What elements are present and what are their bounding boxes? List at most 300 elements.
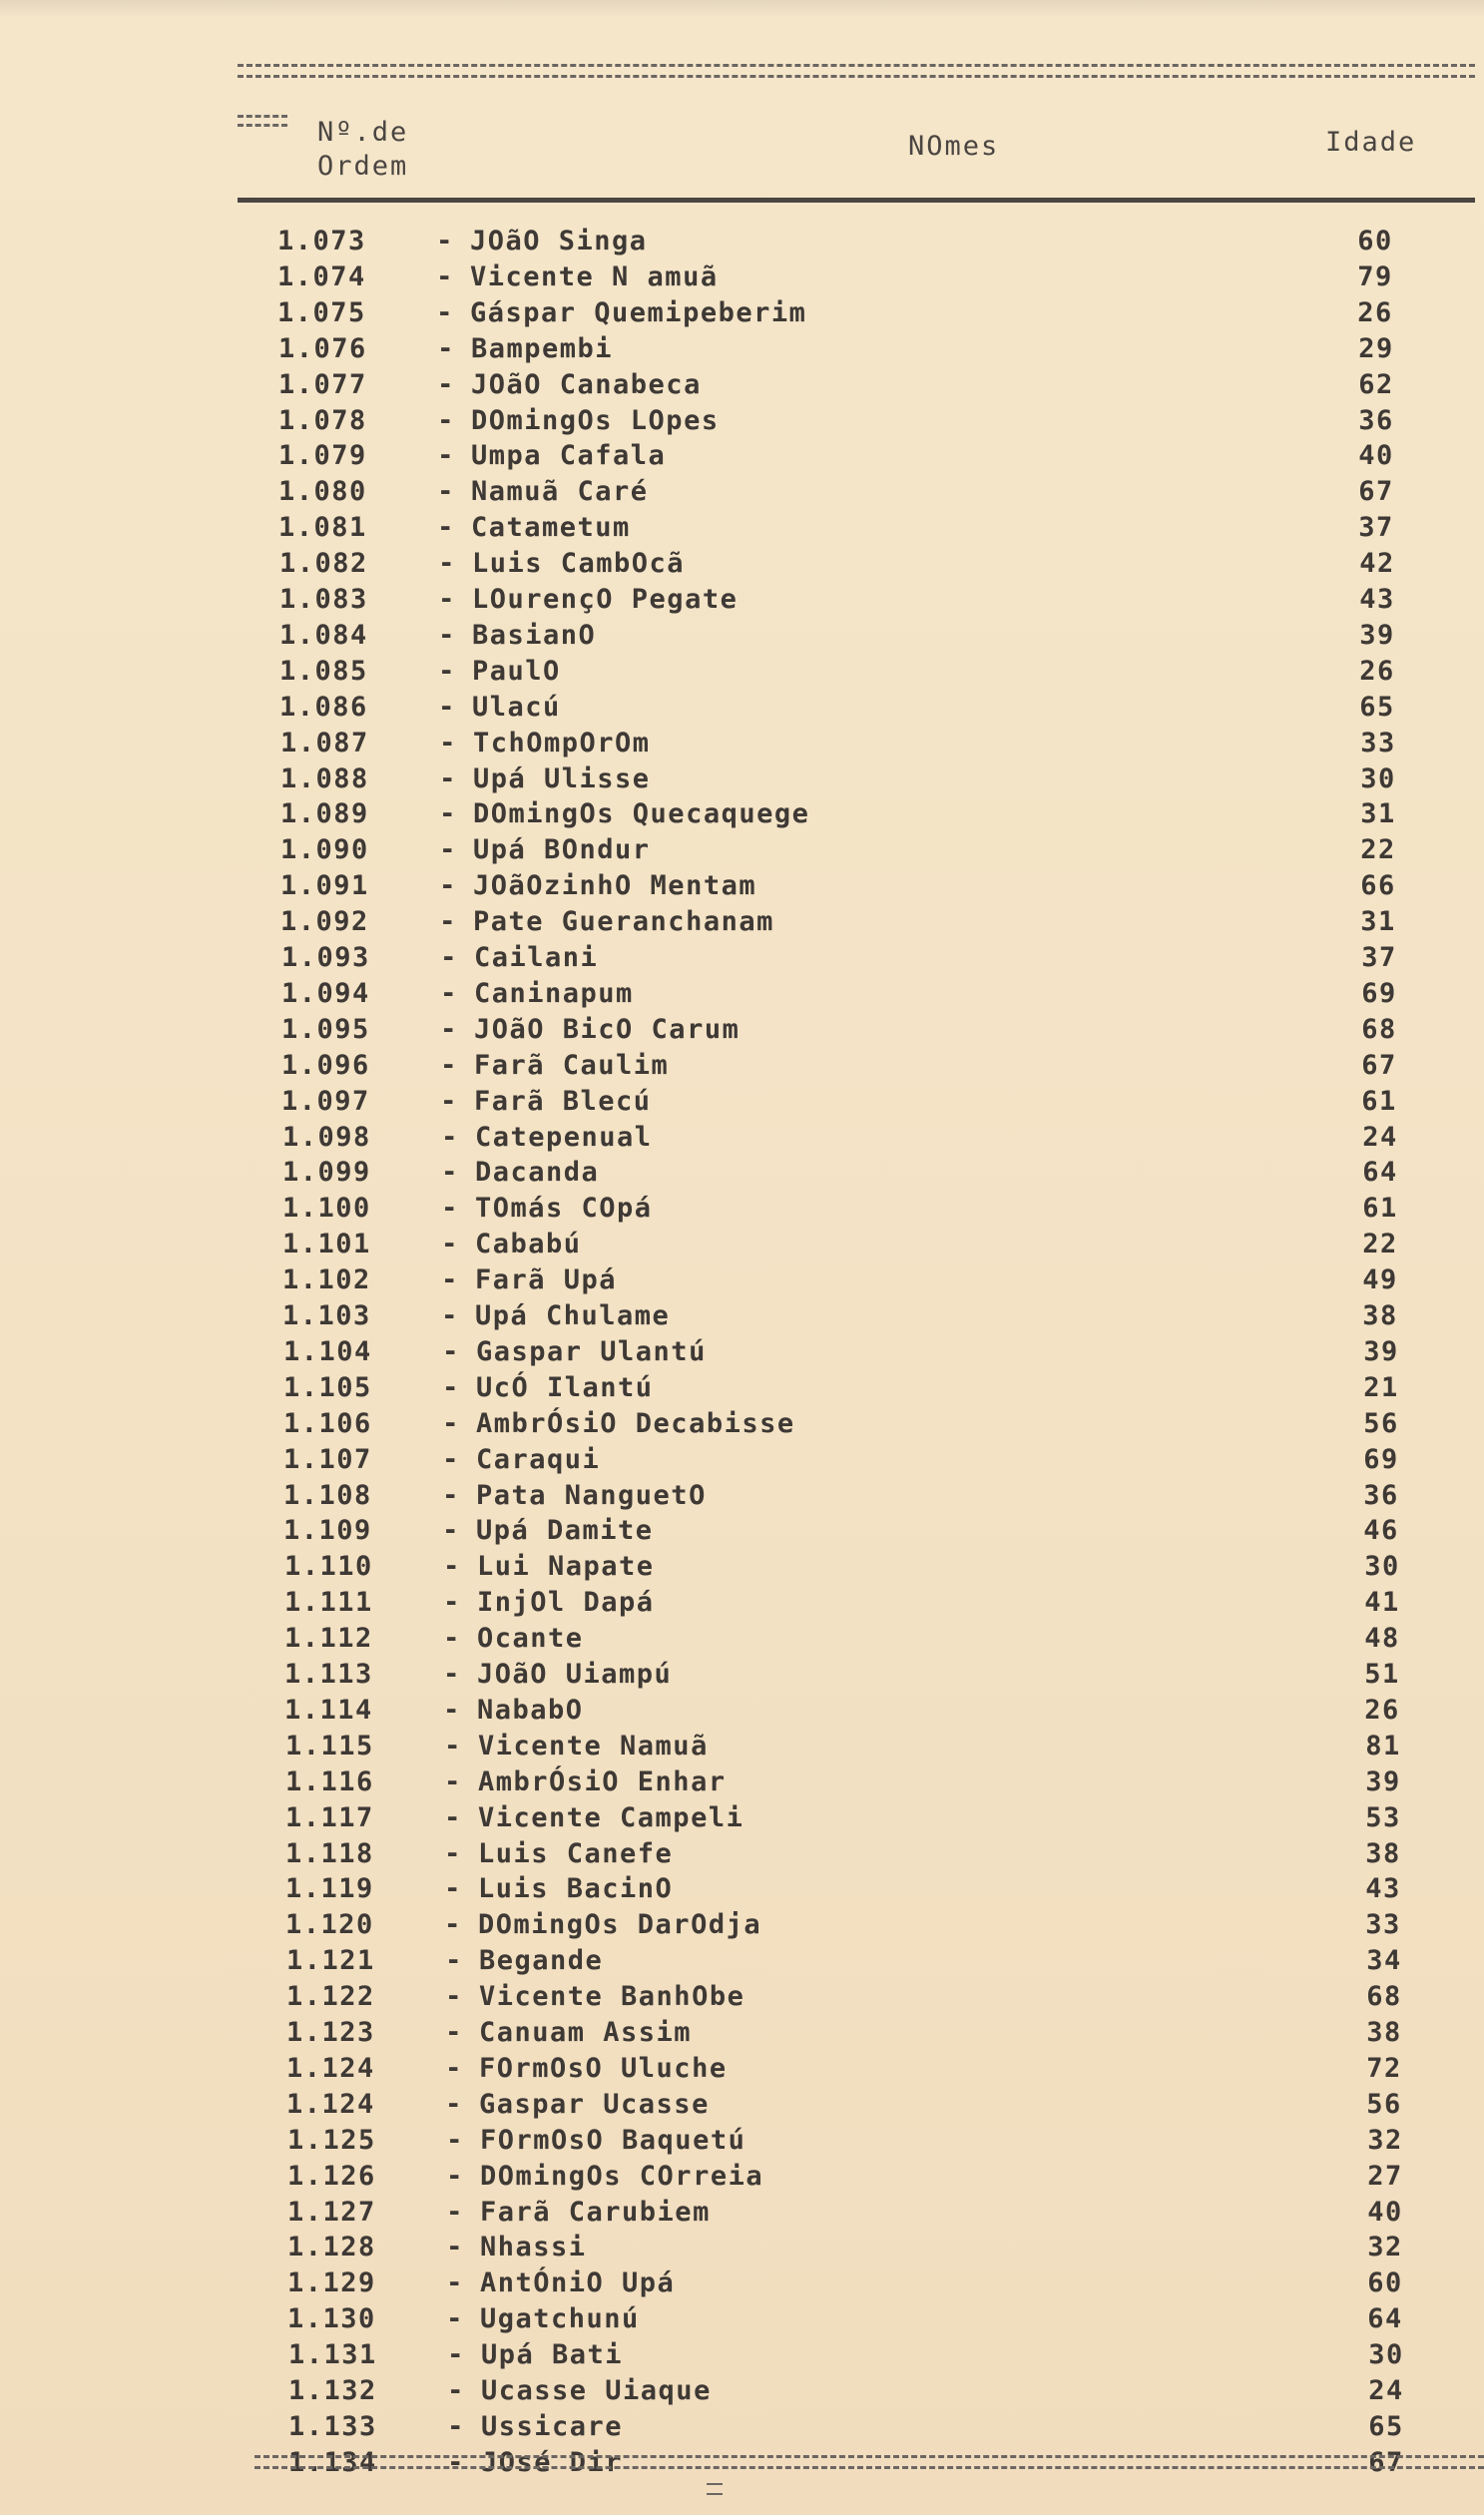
person-name: Upá Chulame — [475, 1300, 671, 1331]
separator-dash: - — [441, 1264, 459, 1295]
order-number: 1.096 — [281, 1050, 370, 1081]
person-age: 24 — [1362, 1122, 1398, 1153]
person-age: 27 — [1367, 2161, 1403, 2192]
person-name: Caninapum — [474, 978, 634, 1009]
table-row — [282, 1120, 1450, 1155]
order-number: 1.074 — [277, 261, 366, 292]
separator-dash: - — [436, 261, 454, 292]
person-name: TOmás COpá — [475, 1193, 653, 1224]
person-name: JOãO Canabeca — [471, 369, 702, 400]
person-age: 67 — [1361, 1050, 1397, 1081]
order-number: 1.084 — [279, 620, 368, 651]
separator-dash: - — [442, 1444, 460, 1475]
table-row — [287, 2301, 1455, 2336]
separator-dash: - — [437, 369, 455, 400]
table-row — [285, 1907, 1453, 1942]
person-name: DOmingOs COrreia — [480, 2161, 764, 2192]
table-row — [280, 832, 1448, 867]
table-row — [277, 259, 1445, 294]
table-row — [287, 2195, 1455, 2230]
order-number: 1.075 — [277, 297, 366, 328]
table-row — [277, 295, 1445, 330]
separator-dash: - — [445, 1981, 463, 2012]
order-number: 1.078 — [278, 405, 367, 436]
person-age: 56 — [1366, 2089, 1402, 2120]
order-number: 1.080 — [278, 476, 367, 507]
order-number: 1.082 — [279, 548, 368, 579]
order-number: 1.110 — [284, 1551, 373, 1582]
person-name: JOãO Singa — [470, 226, 648, 256]
table-row — [278, 474, 1446, 509]
person-name: LOurençO Pegate — [472, 584, 739, 615]
person-name: Vicente Campeli — [478, 1802, 744, 1833]
table-row — [287, 2123, 1455, 2158]
order-number: 1.088 — [280, 763, 369, 794]
separator-dash: - — [442, 1515, 460, 1546]
person-name: JOãOzinhO Mentam — [473, 870, 757, 901]
person-age: 68 — [1366, 1981, 1402, 2012]
table-row — [278, 367, 1446, 402]
person-age: 69 — [1363, 1444, 1399, 1475]
separator-dash: - — [436, 226, 454, 256]
order-number: 1.113 — [284, 1659, 373, 1690]
person-age: 48 — [1364, 1623, 1400, 1654]
separator-dash: - — [440, 978, 458, 1009]
person-name: Gaspar Ulantú — [476, 1336, 707, 1367]
person-name: Farã Upá — [475, 1264, 618, 1295]
table-row — [278, 331, 1446, 366]
separator-dash: - — [440, 1050, 458, 1081]
table-row — [286, 1979, 1454, 2014]
order-number: 1.101 — [282, 1229, 371, 1259]
person-age: 41 — [1364, 1587, 1400, 1618]
order-number: 1.117 — [285, 1802, 374, 1833]
person-name: TchOmpOrOm — [473, 728, 651, 758]
person-name: Catametum — [471, 512, 631, 543]
separator-dash: - — [446, 2125, 464, 2156]
order-number: 1.077 — [278, 369, 367, 400]
table-row — [283, 1406, 1451, 1441]
person-name: DOmingOs LOpes — [471, 405, 720, 436]
person-age: 68 — [1361, 1014, 1397, 1045]
separator-dash: - — [441, 1300, 459, 1331]
table-row — [283, 1513, 1451, 1548]
person-name: AntÓniO Upá — [480, 2267, 676, 2298]
separator-dash: - — [446, 2197, 464, 2228]
separator-dash: - — [444, 1731, 462, 1761]
order-number: 1.134 — [288, 2447, 377, 2478]
table-row — [281, 1012, 1449, 1047]
person-age: 46 — [1363, 1515, 1399, 1546]
order-number: 1.116 — [285, 1766, 374, 1797]
table-row — [287, 2265, 1455, 2300]
person-name: Upá Bati — [481, 2339, 624, 2370]
person-name: Farã Carubiem — [480, 2197, 711, 2228]
table-row — [288, 2337, 1456, 2372]
order-number: 1.123 — [286, 2017, 375, 2048]
order-number: 1.126 — [287, 2161, 376, 2192]
person-age: 60 — [1357, 226, 1393, 256]
person-age: 39 — [1365, 1766, 1401, 1797]
separator-dash: - — [443, 1659, 461, 1690]
person-name: NababO — [477, 1695, 584, 1726]
person-name: Cababú — [475, 1229, 582, 1259]
person-name: Vicente N amuã — [470, 261, 719, 292]
person-name: Pata NanguetO — [476, 1480, 707, 1511]
separator-dash: - — [447, 2447, 465, 2478]
separator-dash: - — [441, 1229, 459, 1259]
person-age: 56 — [1363, 1408, 1399, 1439]
table-row — [283, 1370, 1451, 1405]
person-name: Luis Canefe — [478, 1838, 674, 1869]
person-name: JOãO BicO Carum — [474, 1014, 741, 1045]
table-row — [284, 1621, 1452, 1656]
separator-dash: - — [438, 620, 456, 651]
person-age: 42 — [1359, 548, 1395, 579]
person-age: 38 — [1365, 1838, 1401, 1869]
separator-dash: - — [440, 1086, 458, 1117]
separator-dash: - — [436, 297, 454, 328]
order-number: 1.095 — [281, 1014, 370, 1045]
separator-dash: - — [439, 798, 457, 829]
person-name: FOrmOsO Uluche — [479, 2053, 728, 2084]
person-age: 61 — [1361, 1086, 1397, 1117]
table-row — [286, 2015, 1454, 2050]
separator-dash: - — [439, 763, 457, 794]
bottom-center-mark — [707, 2483, 723, 2495]
order-number: 1.132 — [288, 2375, 377, 2406]
order-number: 1.092 — [280, 906, 369, 937]
person-age: 30 — [1364, 1551, 1400, 1582]
order-number: 1.085 — [279, 656, 368, 687]
order-number: 1.104 — [283, 1336, 372, 1367]
order-number: 1.129 — [287, 2267, 376, 2298]
person-age: 33 — [1360, 728, 1396, 758]
table-row — [280, 868, 1448, 903]
table-row — [281, 976, 1449, 1011]
order-number: 1.108 — [283, 1480, 372, 1511]
order-number: 1.115 — [285, 1731, 374, 1761]
order-number: 1.083 — [279, 584, 368, 615]
person-age: 79 — [1357, 261, 1393, 292]
separator-dash: - — [444, 1766, 462, 1797]
person-age: 31 — [1360, 798, 1396, 829]
separator-dash: - — [443, 1551, 461, 1582]
separator-dash: - — [438, 692, 456, 723]
person-name: Ussicare — [481, 2411, 624, 2442]
person-age: 32 — [1367, 2125, 1403, 2156]
table-row — [281, 1084, 1449, 1119]
order-number: 1.087 — [280, 728, 369, 758]
header-order-line1: Nº.de — [317, 117, 409, 148]
order-number: 1.089 — [280, 798, 369, 829]
separator-dash: - — [438, 584, 456, 615]
separator-dash: - — [444, 1838, 462, 1869]
separator-dash: - — [440, 1014, 458, 1045]
person-name: Gaspar Ucasse — [479, 2089, 710, 2120]
header-age: Idade — [1325, 127, 1417, 158]
person-name: PaulO — [472, 656, 561, 687]
table-row — [281, 1048, 1449, 1083]
separator-dash: - — [442, 1372, 460, 1403]
order-number: 1.106 — [283, 1408, 372, 1439]
person-name: Farã Blecú — [474, 1086, 652, 1117]
table-row — [284, 1585, 1452, 1620]
person-age: 24 — [1368, 2375, 1404, 2406]
person-age: 38 — [1366, 2017, 1402, 2048]
table-row — [279, 654, 1447, 689]
person-name: InjOl Dapá — [477, 1587, 655, 1618]
person-name: JOãO Uiampú — [477, 1659, 673, 1690]
table-row — [284, 1549, 1452, 1584]
person-age: 22 — [1362, 1229, 1398, 1259]
person-name: Vicente BanhObe — [479, 1981, 745, 2012]
separator-dash: - — [442, 1336, 460, 1367]
order-number: 1.100 — [282, 1193, 371, 1224]
person-age: 62 — [1358, 369, 1394, 400]
table-row — [284, 1657, 1452, 1692]
person-age: 67 — [1368, 2447, 1404, 2478]
person-age: 36 — [1363, 1480, 1399, 1511]
person-age: 30 — [1368, 2339, 1404, 2370]
table-row — [285, 1729, 1453, 1763]
table-row — [283, 1442, 1451, 1477]
order-number: 1.119 — [285, 1873, 374, 1904]
order-number: 1.120 — [285, 1909, 374, 1940]
order-number: 1.099 — [282, 1157, 371, 1188]
person-age: 39 — [1363, 1336, 1399, 1367]
table-row — [279, 582, 1447, 617]
order-number: 1.098 — [282, 1122, 371, 1153]
person-name: Upá Damite — [476, 1515, 654, 1546]
table-row — [288, 2409, 1456, 2444]
order-number: 1.131 — [288, 2339, 377, 2370]
person-name: Ocante — [477, 1623, 584, 1654]
header-names: NOmes — [908, 131, 1000, 162]
separator-dash: - — [437, 476, 455, 507]
table-row — [282, 1298, 1450, 1333]
order-number: 1.124 — [286, 2053, 375, 2084]
person-age: 65 — [1368, 2411, 1404, 2442]
person-age: 40 — [1358, 440, 1394, 471]
separator-dash: - — [441, 1122, 459, 1153]
person-age: 69 — [1361, 978, 1397, 1009]
separator-dash: - — [446, 2303, 464, 2334]
table-row — [277, 224, 1445, 258]
person-name: Luis CambOcã — [472, 548, 686, 579]
table-row — [285, 1871, 1453, 1906]
order-number: 1.111 — [284, 1587, 373, 1618]
order-number: 1.107 — [283, 1444, 372, 1475]
person-name: Ulacú — [472, 692, 561, 723]
table-row — [281, 940, 1449, 975]
table-row — [278, 438, 1446, 473]
table-row — [278, 403, 1446, 438]
separator-dash: - — [439, 870, 457, 901]
table-row — [287, 2159, 1455, 2194]
person-name: JOsé Dir — [481, 2447, 624, 2478]
person-name: Catepenual — [475, 1122, 653, 1153]
bottom-double-rule — [254, 2455, 1484, 2469]
table-row — [286, 1943, 1454, 1978]
person-name: UcÓ Ilantú — [476, 1372, 654, 1403]
separator-dash: - — [444, 1802, 462, 1833]
order-number: 1.125 — [287, 2125, 376, 2156]
separator-dash: - — [437, 405, 455, 436]
order-number: 1.102 — [282, 1264, 371, 1295]
separator-dash: - — [443, 1587, 461, 1618]
person-name: Ucasse Uiaque — [481, 2375, 712, 2406]
table-row — [279, 546, 1447, 581]
person-age: 29 — [1358, 333, 1394, 364]
order-number: 1.093 — [281, 942, 370, 973]
order-number: 1.109 — [283, 1515, 372, 1546]
person-name: Ugatchunú — [480, 2303, 640, 2334]
separator-dash: - — [437, 440, 455, 471]
order-number: 1.118 — [285, 1838, 374, 1869]
person-name: Bampembi — [471, 333, 614, 364]
person-name: FOrmOsO Baquetú — [480, 2125, 746, 2156]
table-row — [282, 1155, 1450, 1190]
separator-dash: - — [444, 1873, 462, 1904]
person-name: Dacanda — [475, 1157, 600, 1188]
order-number: 1.128 — [287, 2232, 376, 2263]
table-row — [279, 618, 1447, 653]
person-name: Namuã Caré — [471, 476, 649, 507]
person-age: 37 — [1358, 512, 1394, 543]
person-name: Farã Caulim — [474, 1050, 670, 1081]
separator-dash: - — [446, 2161, 464, 2192]
table-row — [280, 726, 1448, 760]
order-number: 1.097 — [281, 1086, 370, 1117]
person-age: 22 — [1360, 834, 1396, 865]
person-age: 66 — [1360, 870, 1396, 901]
table-row — [283, 1334, 1451, 1369]
order-number: 1.091 — [280, 870, 369, 901]
order-number: 1.090 — [280, 834, 369, 865]
person-name: Begande — [479, 1945, 604, 1976]
person-name: Luis BacinO — [478, 1873, 674, 1904]
separator-dash: - — [437, 333, 455, 364]
order-number: 1.133 — [288, 2411, 377, 2442]
person-age: 26 — [1364, 1695, 1400, 1726]
table-row — [278, 510, 1446, 545]
person-age: 64 — [1362, 1157, 1398, 1188]
order-number: 1.094 — [281, 978, 370, 1009]
person-age: 34 — [1366, 1945, 1402, 1976]
person-age: 26 — [1359, 656, 1395, 687]
separator-dash: - — [445, 2089, 463, 2120]
person-age: 61 — [1362, 1193, 1398, 1224]
person-age: 40 — [1367, 2197, 1403, 2228]
person-age: 65 — [1359, 692, 1395, 723]
separator-dash: - — [438, 548, 456, 579]
person-name: BasianO — [472, 620, 597, 651]
person-name: Umpa Cafala — [471, 440, 667, 471]
order-number: 1.124 — [286, 2089, 375, 2120]
order-number: 1.112 — [284, 1623, 373, 1654]
person-name: Lui Napate — [477, 1551, 655, 1582]
separator-dash: - — [445, 2017, 463, 2048]
person-age: 38 — [1362, 1300, 1398, 1331]
separator-dash: - — [444, 1909, 462, 1940]
person-age: 36 — [1358, 405, 1394, 436]
table-row — [287, 2230, 1455, 2264]
separator-dash: - — [442, 1408, 460, 1439]
table-row — [280, 796, 1448, 831]
separator-dash: - — [447, 2339, 465, 2370]
order-number: 1.073 — [277, 226, 366, 256]
separator-dash: - — [441, 1193, 459, 1224]
table-row — [280, 904, 1448, 939]
person-name: DOmingOs Quecaquege — [473, 798, 810, 829]
separator-dash: - — [439, 906, 457, 937]
order-number: 1.130 — [287, 2303, 376, 2334]
table-row — [283, 1478, 1451, 1513]
person-name: DOmingOs DarOdja — [478, 1909, 762, 1940]
person-age: 72 — [1366, 2053, 1402, 2084]
person-age: 67 — [1358, 476, 1394, 507]
person-age: 26 — [1357, 297, 1393, 328]
order-number: 1.086 — [279, 692, 368, 723]
separator-dash: - — [446, 2267, 464, 2298]
person-age: 32 — [1367, 2232, 1403, 2263]
order-number: 1.121 — [286, 1945, 375, 1976]
order-number: 1.076 — [278, 333, 367, 364]
person-name: Nhassi — [480, 2232, 587, 2263]
table-row — [280, 761, 1448, 796]
table-row — [282, 1262, 1450, 1297]
table-row — [284, 1693, 1452, 1728]
separator-dash: - — [446, 2232, 464, 2263]
person-age: 37 — [1361, 942, 1397, 973]
person-age: 53 — [1365, 1802, 1401, 1833]
table-row — [285, 1764, 1453, 1799]
person-age: 30 — [1360, 763, 1396, 794]
table-row — [288, 2373, 1456, 2408]
separator-dash: - — [437, 512, 455, 543]
separator-dash: - — [447, 2411, 465, 2442]
table-row — [282, 1191, 1450, 1226]
table-row — [285, 1800, 1453, 1835]
table-row — [282, 1227, 1450, 1261]
person-name: Upá BOndur — [473, 834, 651, 865]
separator-dash: - — [443, 1623, 461, 1654]
order-number: 1.081 — [278, 512, 367, 543]
order-number: 1.114 — [284, 1695, 373, 1726]
person-name: Pate Gueranchanam — [473, 906, 774, 937]
separator-dash: - — [445, 2053, 463, 2084]
person-age: 43 — [1365, 1873, 1401, 1904]
person-name: Canuam Assim — [479, 2017, 693, 2048]
person-name: Gáspar Quemipeberim — [470, 297, 807, 328]
separator-dash: - — [438, 656, 456, 687]
separator-dash: - — [440, 942, 458, 973]
table-row — [286, 2051, 1454, 2086]
person-age: 51 — [1364, 1659, 1400, 1690]
person-name: AmbrÓsiO Decabisse — [476, 1408, 795, 1439]
header-order-line2: Ordem — [317, 151, 409, 182]
person-age: 33 — [1365, 1909, 1401, 1940]
person-age: 81 — [1365, 1731, 1401, 1761]
table-row — [286, 2087, 1454, 2122]
person-age: 49 — [1362, 1264, 1398, 1295]
person-name: Vicente Namuã — [478, 1731, 709, 1761]
table-row — [279, 690, 1447, 725]
separator-dash: - — [443, 1695, 461, 1726]
order-number: 1.079 — [278, 440, 367, 471]
separator-dash: - — [442, 1480, 460, 1511]
